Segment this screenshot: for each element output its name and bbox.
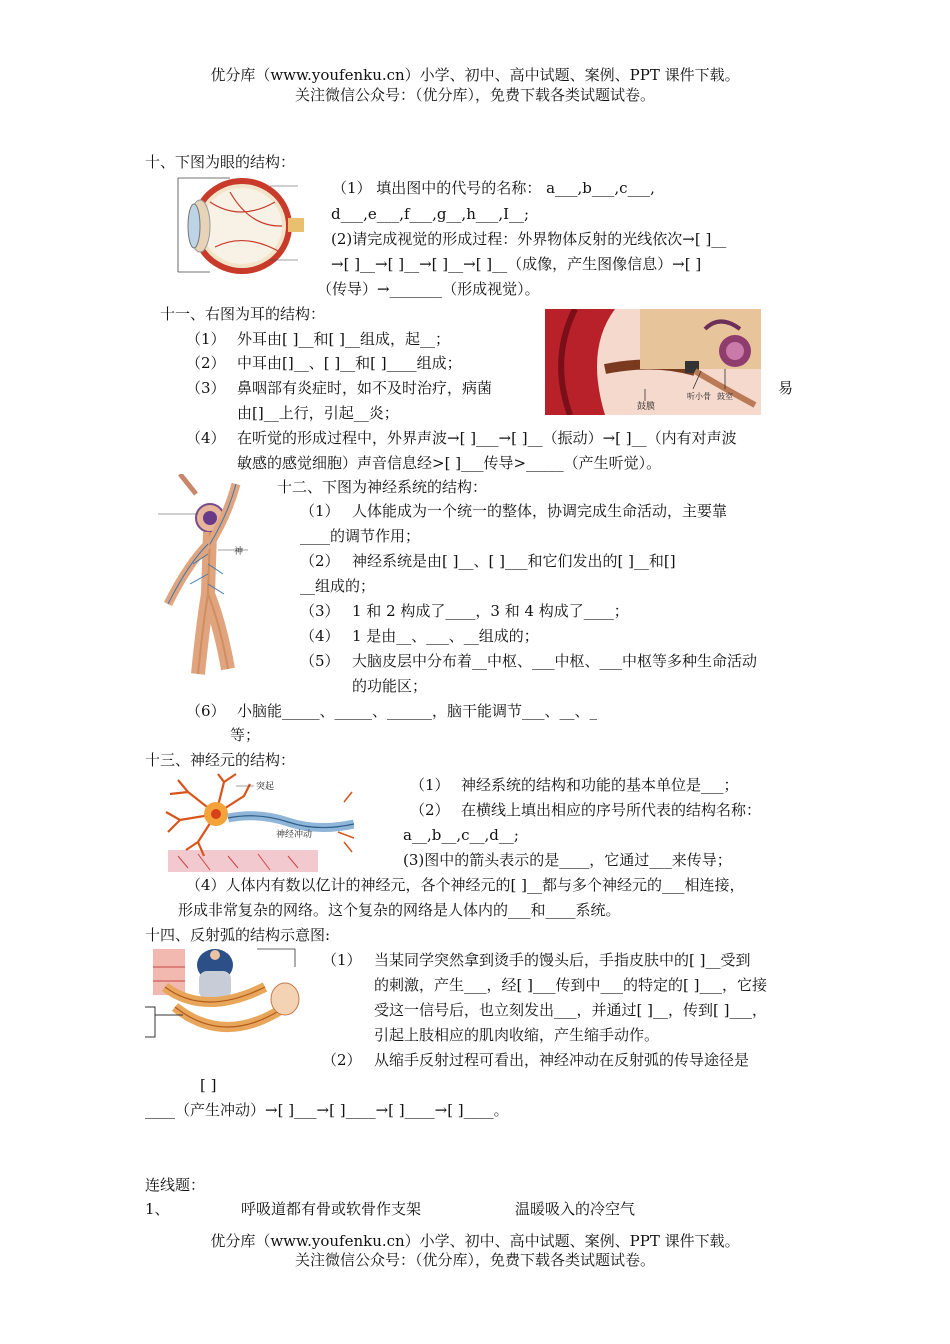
q13-t2b: a__,b__,c__,d__; bbox=[403, 826, 519, 844]
eye-diagram bbox=[170, 172, 304, 278]
q13-n1: （1） bbox=[410, 776, 450, 794]
q10-line3: (2)请完成视觉的形成过程：外界物体反射的光线依次→[ ]__ bbox=[331, 230, 727, 248]
q14-t2c: ____（产生冲动）→[ ]___→[ ]____→[ ]____→[ ]____。 bbox=[145, 1101, 509, 1119]
q12-n4: （4） bbox=[300, 627, 340, 645]
neuron-label-process: 突起 bbox=[256, 782, 275, 792]
matching-right-item: 温暖吸入的冷空气 bbox=[515, 1200, 636, 1218]
q14-title: 十四、反射弧的结构示意图: bbox=[145, 926, 331, 944]
q12-t6b: 等； bbox=[230, 726, 261, 744]
ear-label-eardrum: 鼓膜 bbox=[637, 402, 656, 412]
reflex-arc-diagram bbox=[145, 947, 305, 1047]
q13-t4a: （4）人体内有数以亿计的神经元，各个神经元的[ ]__都与多个神经元的___相连接， bbox=[186, 876, 745, 894]
q11-n2: （2） bbox=[186, 354, 226, 372]
q10-title: 十、下图为眼的结构： bbox=[145, 153, 296, 171]
matching-left-item: 呼吸道都有骨或软骨作支架 bbox=[241, 1200, 422, 1218]
q13-t1: 神经系统的结构和功能的基本单位是___； bbox=[461, 776, 739, 794]
q14-t2a: 从缩手反射过程可看出，神经冲动在反射弧的传导途径是 bbox=[374, 1051, 750, 1069]
matching-num: 1、 bbox=[145, 1200, 170, 1218]
header-line-1: 优分库（www.youfenku.cn）小学、初中、高中试题、案例、PPT 课件下载。 bbox=[210, 66, 740, 84]
q11-title: 十一、右图为耳的结构： bbox=[160, 305, 326, 323]
q10-line2: d___,e___,f___,g__,h___,I__; bbox=[331, 205, 530, 223]
q12-n2: （2） bbox=[300, 552, 340, 570]
q13-t3: (3)图中的箭头表示的是____，它通过___来传导； bbox=[403, 851, 732, 869]
q14-n2: （2） bbox=[322, 1051, 362, 1069]
q11-t3b: 易 bbox=[778, 379, 794, 397]
footer-line-2: 关注微信公众号：（优分库），免费下载各类试题试卷。 bbox=[294, 1251, 655, 1269]
q13-n2: （2） bbox=[410, 801, 450, 819]
q10-line5: （传导）→_______（形成视觉）。 bbox=[317, 280, 540, 298]
q11-t4a: 在听觉的形成过程中，外界声波→[ ]___→[ ]__（振动）→[ ]__（内有对声波 bbox=[237, 429, 737, 447]
q14-t1b: 的刺激，产生___，经[ ]___传到中___的特定的[ ]___，它接 bbox=[374, 976, 767, 994]
q11-n3: （3） bbox=[186, 379, 226, 397]
q12-t4: 1 是由__、___、__组成的； bbox=[352, 627, 539, 645]
ear-label-tympanic: 鼓室 bbox=[717, 392, 733, 401]
q13-t2: 在横线上填出相应的序号所代表的结构名称： bbox=[461, 801, 762, 819]
q11-n1: （1） bbox=[186, 330, 226, 348]
q13-title: 十三、神经元的结构： bbox=[145, 751, 296, 769]
q10-line1: （1） 填出图中的代号的名称： a___,b___,c___, bbox=[332, 179, 655, 197]
matching-title: 连线题： bbox=[145, 1176, 206, 1194]
q12-n5: （5） bbox=[300, 652, 340, 670]
q11-t1: 外耳由[ ]__和[ ]__组成，起__； bbox=[237, 330, 450, 348]
nervous-system-diagram bbox=[158, 474, 258, 679]
q12-t3: 1 和 2 构成了____，3 和 4 构成了____； bbox=[352, 602, 629, 620]
q12-t5a: 大脑皮层中分布着__中枢、___中枢、___中枢等多种生命活动 bbox=[352, 652, 758, 670]
q12-t6a: 小脑能_____、_____、______，脑干能调节___、__、_ bbox=[237, 702, 598, 720]
q12-t1a: 人体能成为一个统一的整体，协调完成生命活动，主要靠 bbox=[352, 502, 728, 520]
q14-t1d: 引起上肢相应的肌肉收缩，产生缩手动作。 bbox=[374, 1026, 660, 1044]
q11-t3a: 鼻咽部有炎症时，如不及时治疗，病菌 bbox=[237, 379, 493, 397]
ear-diagram bbox=[545, 309, 761, 415]
header-line-2: 关注微信公众号：（优分库），免费下载各类试题试卷。 bbox=[294, 86, 655, 104]
q14-t2b: [ ] bbox=[200, 1076, 217, 1094]
neuron-diagram bbox=[158, 772, 354, 872]
q14-t1a: 当某同学突然拿到烫手的馒头后，手指皮肤中的[ ]__受到 bbox=[374, 951, 751, 969]
q11-t2: 中耳由[]__、[ ]__和[ ]____组成； bbox=[237, 354, 462, 372]
footer-line-1: 优分库（www.youfenku.cn）小学、初中、高中试题、案例、PPT 课件下载。 bbox=[210, 1232, 740, 1250]
q14-n1: （1） bbox=[322, 951, 362, 969]
q12-n1: （1） bbox=[300, 502, 340, 520]
q11-n4: （4） bbox=[186, 429, 226, 447]
q12-t5b: 的功能区； bbox=[352, 677, 428, 695]
nervous-label: 神 bbox=[234, 547, 244, 557]
q12-n6: （6） bbox=[186, 702, 226, 720]
ear-label-ossicles: 听小骨 bbox=[687, 392, 711, 401]
q11-t3c: 由[]__上行，引起__炎； bbox=[237, 404, 399, 422]
q14-t1c: 受这一信号后，也立刻发出___，并通过[ ]__，传到[ ]___， bbox=[374, 1001, 767, 1019]
q12-t2a: 神经系统是由[ ]__、[ ]___和它们发出的[ ]__和[] bbox=[352, 552, 676, 570]
q13-t4b: 形成非常复杂的网络。这个复杂的网络是人体内的___和____系统。 bbox=[178, 901, 621, 919]
q11-t4b: 敏感的感觉细胞）声音信息经>[ ]___传导>_____（产生听觉）。 bbox=[237, 454, 662, 472]
neuron-label-impulse: 神经冲动 bbox=[276, 830, 313, 840]
q12-title: 十二、下图为神经系统的结构： bbox=[277, 478, 488, 496]
q12-t1b: ____的调节作用； bbox=[300, 527, 421, 545]
q12-t2b: __组成的； bbox=[300, 577, 376, 595]
q10-line4: →[ ]__→[ ]__→[ ]__→[ ]__（成像，产生图像信息）→[ ] bbox=[331, 255, 702, 273]
q12-n3: （3） bbox=[300, 602, 340, 620]
